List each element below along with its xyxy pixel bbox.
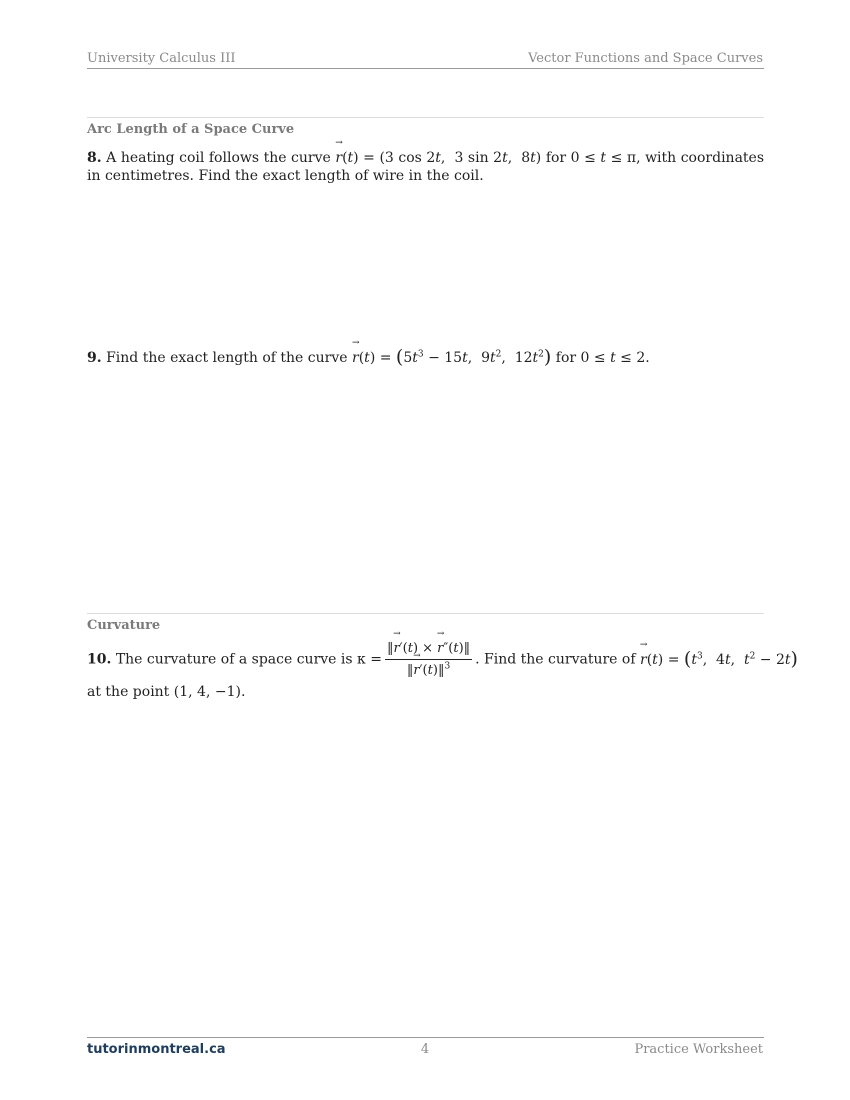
problem-line-1	[87, 640, 798, 679]
problem-equation: r →(t) = (3 cos 2t, 3 sin 2t, 8t)	[335, 150, 541, 166]
footer-website-link[interactable]: tutorinmontreal.ca	[87, 1042, 226, 1057]
curvature-formula: $\frac{‖r \to'(t) \times r \to''(t)‖}{‖r \to'(t)‖^3}$	[385, 640, 472, 679]
section-title-arc-length: Arc Length of a Space Curve	[87, 122, 295, 137]
problem-text: for 0 ≤	[555, 350, 606, 366]
section-title-curvature: Curvature	[87, 618, 161, 633]
math-variable: t	[600, 150, 607, 166]
header-divider	[87, 68, 764, 69]
footer-worksheet-label: Practice Worksheet	[634, 1042, 763, 1057]
problem-text: The curvature of a space curve is κ =	[115, 651, 382, 668]
problem-8	[87, 149, 764, 185]
problem-text: A heating coil follows the curve	[106, 150, 331, 166]
problem-text: for 0 ≤	[545, 150, 596, 166]
section-divider-curvature	[87, 613, 764, 614]
problem-equation: $r \to(t) = (t^3$, 4t, $t^2 - 2t$)	[640, 652, 798, 668]
problem-text: Find the exact length of the curve	[106, 350, 348, 366]
problem-text: . Find the curvature of	[475, 651, 636, 668]
problem-text: ≤ 2.	[620, 350, 650, 366]
problem-text: at the point (1, 4, −1).	[87, 684, 246, 700]
header-course-title: University Calculus III	[87, 51, 236, 66]
math-variable: t	[610, 350, 616, 366]
problem-number: 9.	[87, 350, 102, 366]
section-divider-arc-length	[87, 117, 764, 118]
footer-divider	[87, 1037, 764, 1038]
problem-10	[87, 640, 798, 701]
problem-text: ≤ π, with coordinates in centimetres. Find the exact length of wire in the coil.	[87, 150, 765, 184]
problem-equation: $r \to(t) = (5t^3 - 15t$, $9t^2$, $12t^2$)	[352, 350, 551, 366]
problem-number: 10.	[87, 651, 112, 668]
problem-number: 8.	[87, 150, 102, 166]
header-topic-title: Vector Functions and Space Curves	[528, 51, 763, 66]
page-number: 4	[420, 1042, 430, 1057]
problem-9	[87, 346, 764, 368]
